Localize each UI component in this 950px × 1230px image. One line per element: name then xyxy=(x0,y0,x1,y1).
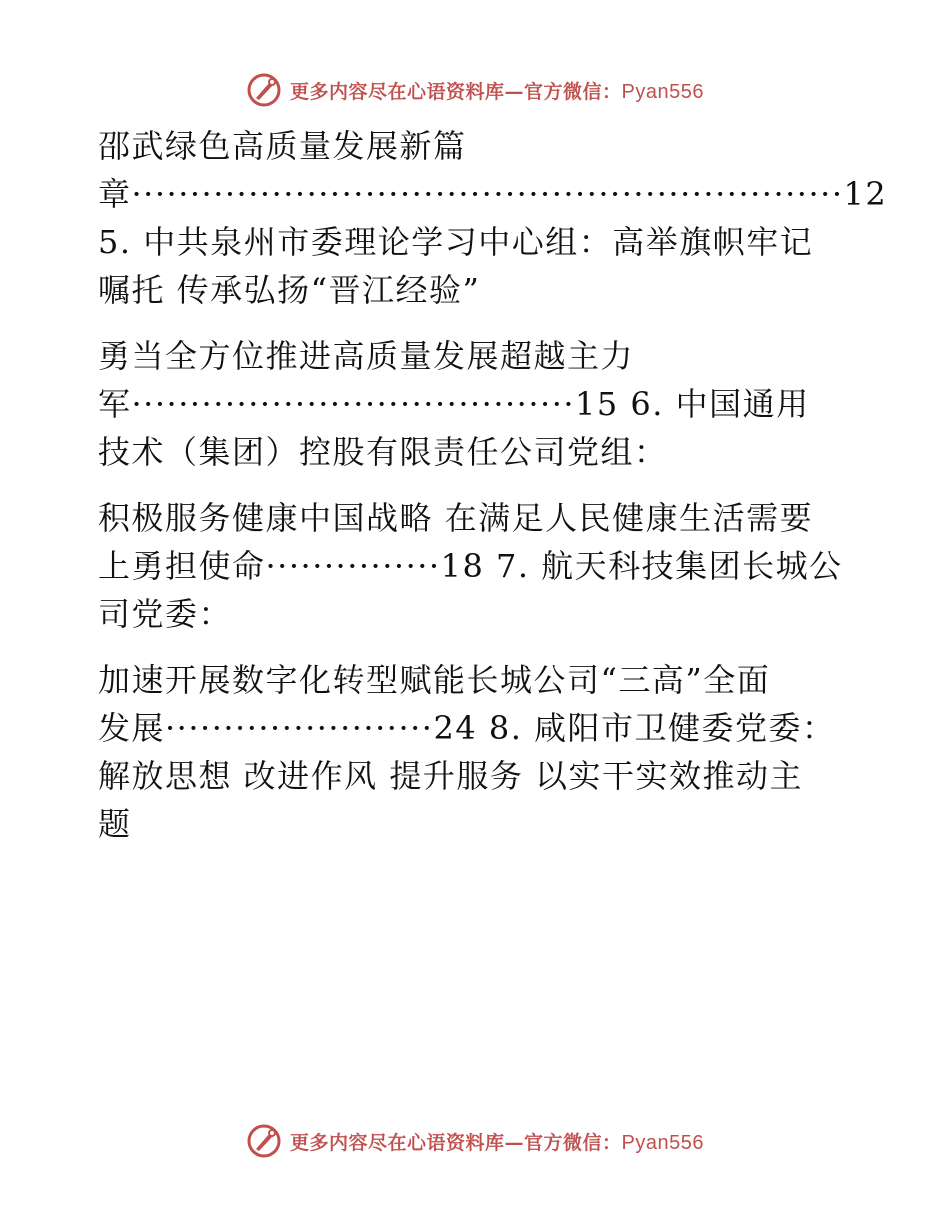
toc-line: 邵武绿色高质量发展新篇 xyxy=(98,127,467,165)
logo-icon xyxy=(246,72,282,108)
toc-line: 5. 中共泉州市委理论学习中心组：高举旗帜牢记 xyxy=(98,223,814,261)
watermark-text: 更多内容尽在心语资料库—官方微信：Pyan556 xyxy=(290,1131,704,1154)
toc-line: 章·····························································12 xyxy=(98,175,888,213)
toc-line: 加速开展数字化转型赋能长城公司“三高”全面 xyxy=(98,661,771,699)
header-watermark xyxy=(0,70,950,110)
toc-line: 司党委： xyxy=(98,595,233,633)
logo-icon xyxy=(246,1123,282,1159)
toc-line: 发展·······················24 8. 咸阳市卫健委党委： xyxy=(98,709,836,747)
toc-line: 解放思想 改进作风 提升服务 以实干实效推动主 xyxy=(98,757,804,795)
watermark-text: 更多内容尽在心语资料库—官方微信：Pyan556 xyxy=(290,80,704,103)
toc-content xyxy=(98,122,888,848)
toc-line: 题 xyxy=(98,805,132,843)
toc-line: 军······································15 6. 中国通用 xyxy=(98,385,810,423)
footer-watermark xyxy=(0,1121,950,1161)
toc-line: 勇当全方位推进高质量发展超越主力 xyxy=(98,337,635,375)
toc-line: 技术（集团）控股有限责任公司党组： xyxy=(98,433,668,471)
toc-line: 上勇担使命···············18 7. 航天科技集团长城公 xyxy=(98,547,843,585)
toc-line: 积极服务健康中国战略 在满足人民健康生活需要 xyxy=(98,499,814,537)
toc-line: 嘱托 传承弘扬“晋江经验” xyxy=(98,271,481,309)
